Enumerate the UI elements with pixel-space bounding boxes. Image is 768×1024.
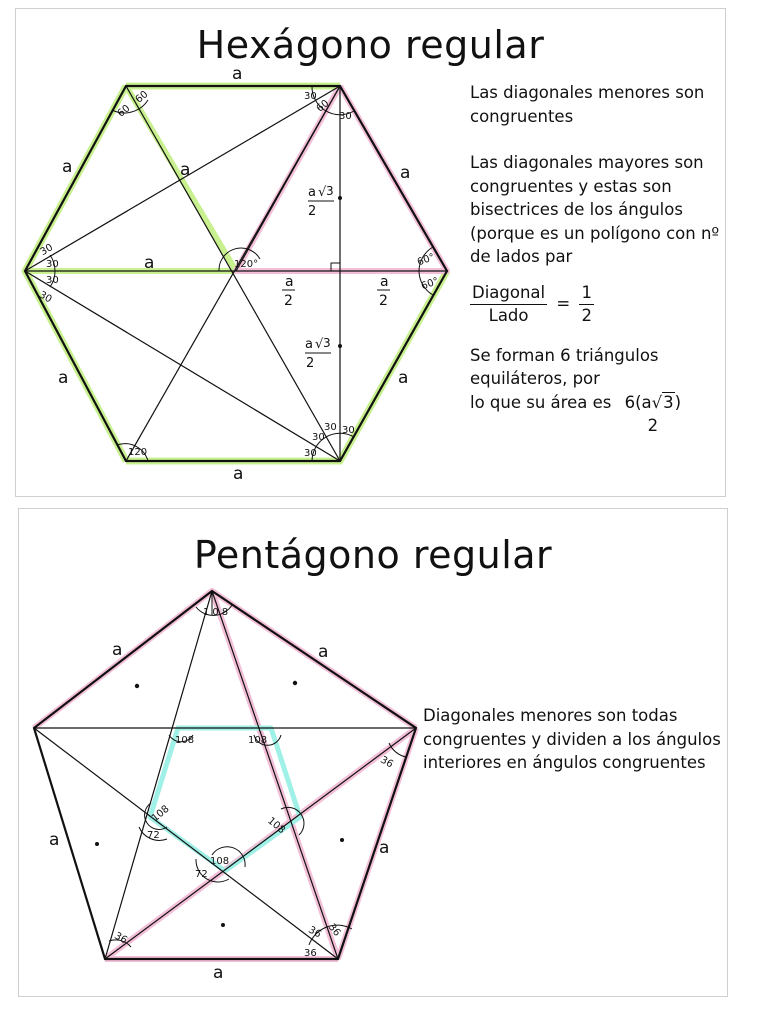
angle-label-30: 30 <box>342 425 355 436</box>
side-label-upper-left: a <box>112 640 123 660</box>
region-dot <box>135 684 139 688</box>
angle-label-36: 36 <box>306 924 323 941</box>
height-label-upper <box>308 184 334 219</box>
angle-label-36: 36 <box>325 921 343 939</box>
angle-label-30: 30 <box>304 91 317 102</box>
region-dot <box>221 923 225 927</box>
angle-label-72: 72 <box>195 869 208 880</box>
angle-label-30: 30 <box>304 448 317 459</box>
angle-label-120: 120 <box>128 447 148 458</box>
angle-label-30: 30 <box>37 289 54 306</box>
pentagon-title: Pentágono regular <box>193 533 553 577</box>
angle-label-108: 108 <box>175 735 195 746</box>
angle-label-60: 60 <box>115 102 133 120</box>
green-highlight-triangle <box>25 86 236 271</box>
svg-text:√: √ <box>315 337 324 352</box>
angle-label-36: 36 <box>304 948 317 959</box>
ratio-value-fraction: $\frac{1}{2}$ <box>581 282 592 325</box>
half-side-label-left <box>282 274 295 309</box>
angle-label-108: 108 <box>265 815 287 837</box>
region-dot <box>293 681 297 685</box>
angle-label-60-deg: 60° <box>419 275 441 293</box>
angle-label-72: 72 <box>147 830 160 841</box>
angle-label-108: 108 <box>210 856 230 867</box>
ratio-fraction: $\frac{\text{Diagonal}}{\text{Lado}}$ <box>472 282 546 325</box>
hexagon-title: Hexágono regular <box>196 23 545 67</box>
angle-label-60: 60 <box>133 88 151 106</box>
hexagon-card <box>15 8 726 497</box>
side-label-bottom: a <box>213 963 224 983</box>
side-label-lower-left: a <box>49 830 60 850</box>
svg-text:2: 2 <box>284 293 293 309</box>
note-major-diagonals: Las diagonales mayores son congruentes y estas son bisectrices de los ángulos (porque es un polígono con nº de lados par <box>470 153 720 266</box>
angle-label-30: 30 <box>339 111 352 122</box>
midpoint-dot <box>338 344 342 348</box>
angle-label-36: 36 <box>378 754 395 771</box>
height-label-lower <box>305 336 331 371</box>
svg-text:3: 3 <box>323 336 331 350</box>
side-label-top: a <box>232 64 243 84</box>
area-formula: 6(a√3) 2 <box>624 392 682 435</box>
svg-text:2: 2 <box>306 356 315 371</box>
note-ratio: $\frac{\text{Diagonal}}{\text{Lado}}$ = $\frac{1}{2}$ <box>472 282 592 325</box>
region-dot <box>95 842 99 846</box>
angle-label-36: 36 <box>112 930 129 947</box>
svg-text:a: a <box>285 274 294 290</box>
pentagon-notes <box>423 704 729 775</box>
angle-label-30: 30 <box>312 432 325 443</box>
side-label-lower-right: a <box>379 838 390 858</box>
angle-label-30: 30 <box>324 422 337 433</box>
side-label-upper-right: a <box>400 163 411 183</box>
side-label-diagonal: a <box>180 160 191 180</box>
svg-text:a: a <box>380 274 389 290</box>
angle-label-108: 108 <box>149 803 172 825</box>
note-diagonals: Diagonales menores son todas congruentes y dividen a los ángulos interiores en ángulos congruentes <box>423 706 721 772</box>
angle-label-30: 30 <box>46 259 59 270</box>
side-label-upper-left: a <box>62 157 73 177</box>
note-minor-diagonals: Las diagonales menores son congruentes <box>470 83 705 126</box>
hexagon-notes <box>470 81 725 438</box>
angle-label-120: 120° <box>234 259 259 270</box>
svg-text:√: √ <box>318 185 327 200</box>
svg-text:2: 2 <box>308 204 317 219</box>
region-dot <box>340 838 344 842</box>
angle-label-30: 30 <box>38 242 56 259</box>
side-label-lower-left: a <box>58 368 69 388</box>
svg-text:3: 3 <box>326 184 334 198</box>
note-triangles: Se forman 6 triángulos equiláteros, por lo que su área es 6(a√3) 2 <box>470 344 725 438</box>
angle-label-108: 108 <box>248 735 268 746</box>
svg-text:a: a <box>308 185 316 200</box>
svg-text:2: 2 <box>379 293 388 309</box>
angle-label-60-deg: 60° <box>415 251 437 269</box>
side-label-upper-right: a <box>318 642 329 662</box>
side-label-lower-right: a <box>398 368 409 388</box>
angle-label-30: 30 <box>46 275 59 286</box>
half-side-label-right <box>377 274 390 309</box>
inner-pentagon-highlight <box>150 728 300 871</box>
svg-text:a: a <box>305 337 313 352</box>
side-label-bottom: a <box>233 464 244 484</box>
pentagon-card <box>18 508 728 997</box>
angle-label-60: 60 <box>314 97 332 115</box>
side-label-middle: a <box>144 253 155 273</box>
midpoint-dot <box>338 196 342 200</box>
angle-label-apex: 108 <box>203 607 232 618</box>
pink-highlights <box>34 591 416 959</box>
